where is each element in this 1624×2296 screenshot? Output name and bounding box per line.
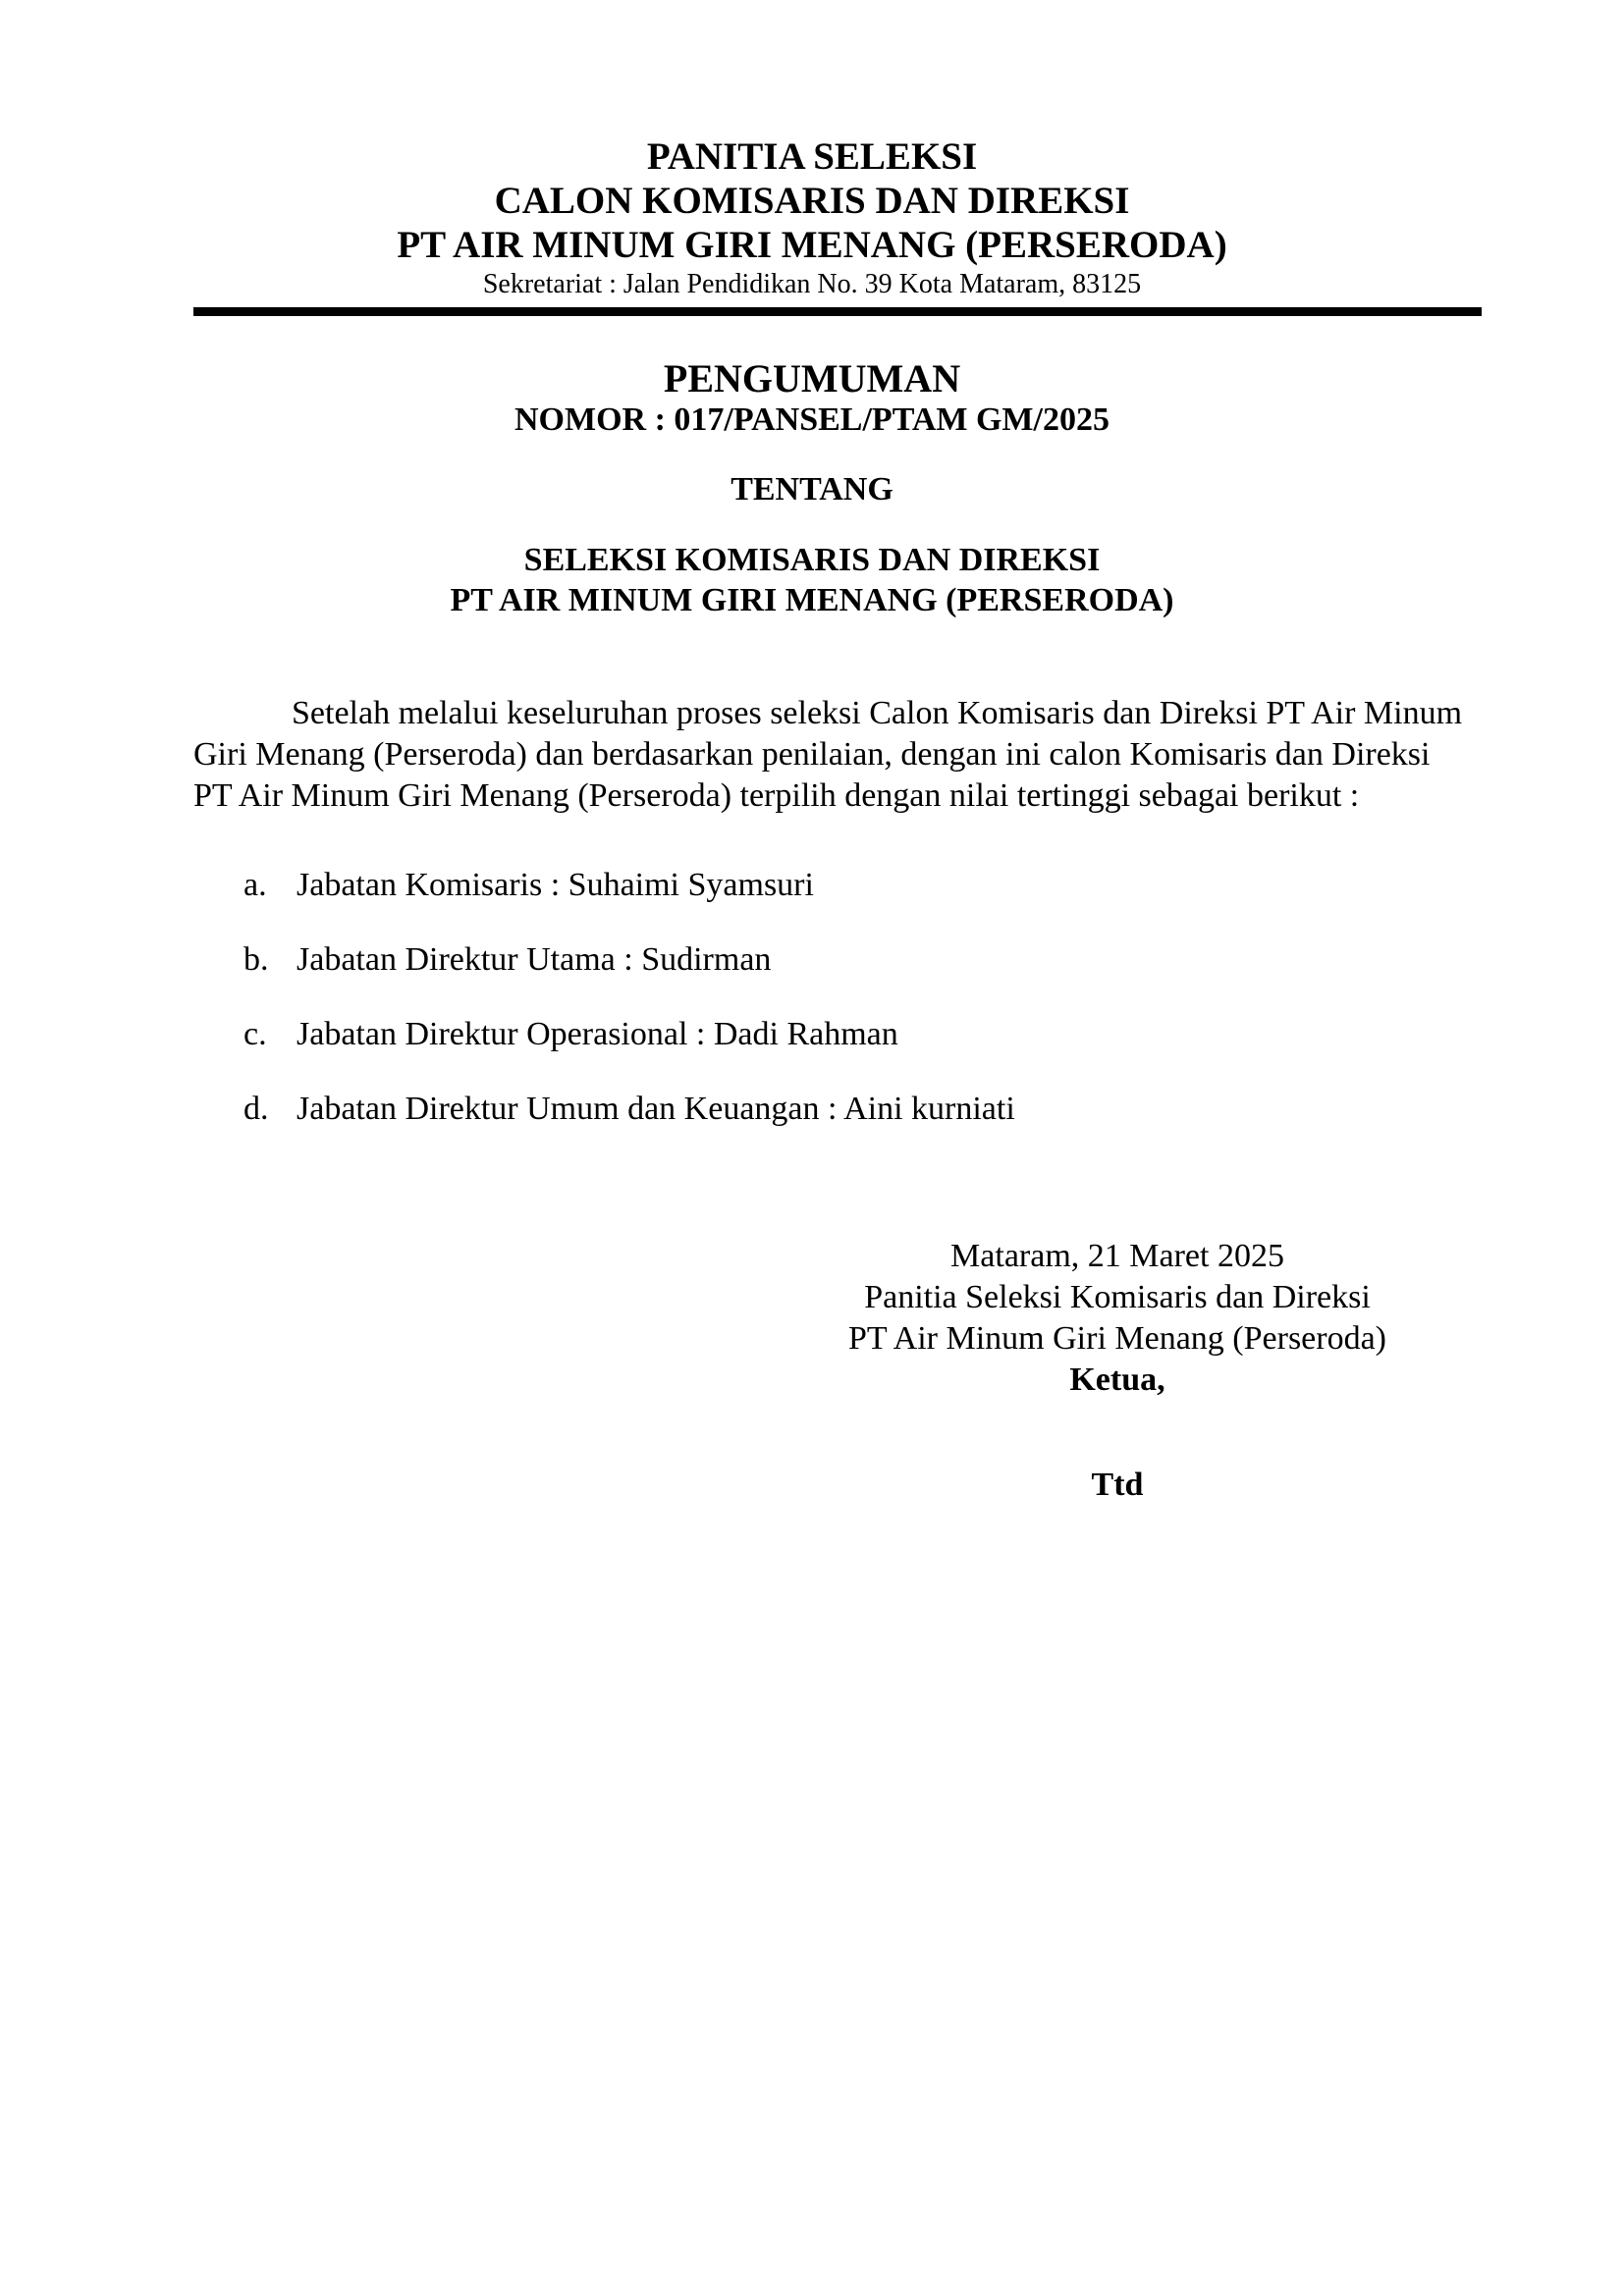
list-item-direktur-operasional (244, 1014, 1481, 1055)
list-item-direktur-utama (244, 939, 1481, 981)
signature-company: PT Air Minum Giri Menang (Perseroda) (847, 1320, 1387, 1357)
signature-role: Ketua, (1069, 1362, 1165, 1398)
list-item-text: Jabatan Direktur Umum dan Keuangan : Aini kurniati (297, 1091, 1015, 1127)
letterhead-divider (193, 307, 1482, 316)
list-item-komisaris (244, 865, 1481, 906)
list-marker: d. (244, 1091, 269, 1127)
list-marker: b. (244, 941, 269, 978)
announcement-subject-line-2: PT AIR MINUM GIRI MENANG (PERSERODA) (450, 582, 1174, 618)
signature-place-date: Mataram, 21 Maret 2025 (950, 1238, 1284, 1274)
announcement-number: NOMOR : 017/PANSEL/PTAM GM/2025 (514, 401, 1110, 438)
list-item-text: Jabatan Komisaris : Suhaimi Syamsuri (297, 867, 814, 903)
list-item-text: Jabatan Direktur Utama : Sudirman (297, 941, 772, 978)
letterhead-line-candidates: CALON KOMISARIS DAN DIREKSI (494, 180, 1130, 222)
signature-committee: Panitia Seleksi Komisaris dan Direksi (864, 1279, 1371, 1315)
signature-block (752, 1236, 1483, 1401)
letterhead-secretariat: Sekretariat : Jalan Pendidikan No. 39 Kota Mataram, 83125 (482, 269, 1142, 299)
list-item-text: Jabatan Direktur Operasional : Dadi Rahman (297, 1016, 898, 1052)
opening-paragraph (193, 693, 1486, 817)
announcement-title: PENGUMUMAN (663, 356, 961, 400)
paragraph-line: Setelah melalui keseluruhan proses seleksi Calon Komisaris dan Direksi PT Air Minum (292, 695, 1463, 731)
announcement-subject-line-1: SELEKSI KOMISARIS DAN DIREKSI (523, 542, 1101, 578)
announcement-subject (0, 540, 1624, 620)
letterhead-line-company: PT AIR MINUM GIRI MENANG (PERSERODA) (397, 224, 1227, 266)
paragraph-line: PT Air Minum Giri Menang (Perseroda) terpilih dengan nilai tertinggi sebagai berikut : (193, 777, 1360, 814)
list-item-direktur-umum-keuangan (244, 1089, 1481, 1130)
paragraph-line: Giri Menang (Perseroda) dan berdasarkan penilaian, dengan ini calon Komisaris dan Direksi (193, 736, 1431, 773)
letterhead-line-committee: PANITIA SELEKSI (646, 135, 978, 178)
list-marker: a. (244, 867, 267, 903)
announcement-about-label: TENTANG (731, 471, 893, 507)
signature-ttd: Ttd (1091, 1467, 1144, 1503)
letterhead (0, 134, 1624, 267)
list-marker: c. (244, 1016, 267, 1052)
